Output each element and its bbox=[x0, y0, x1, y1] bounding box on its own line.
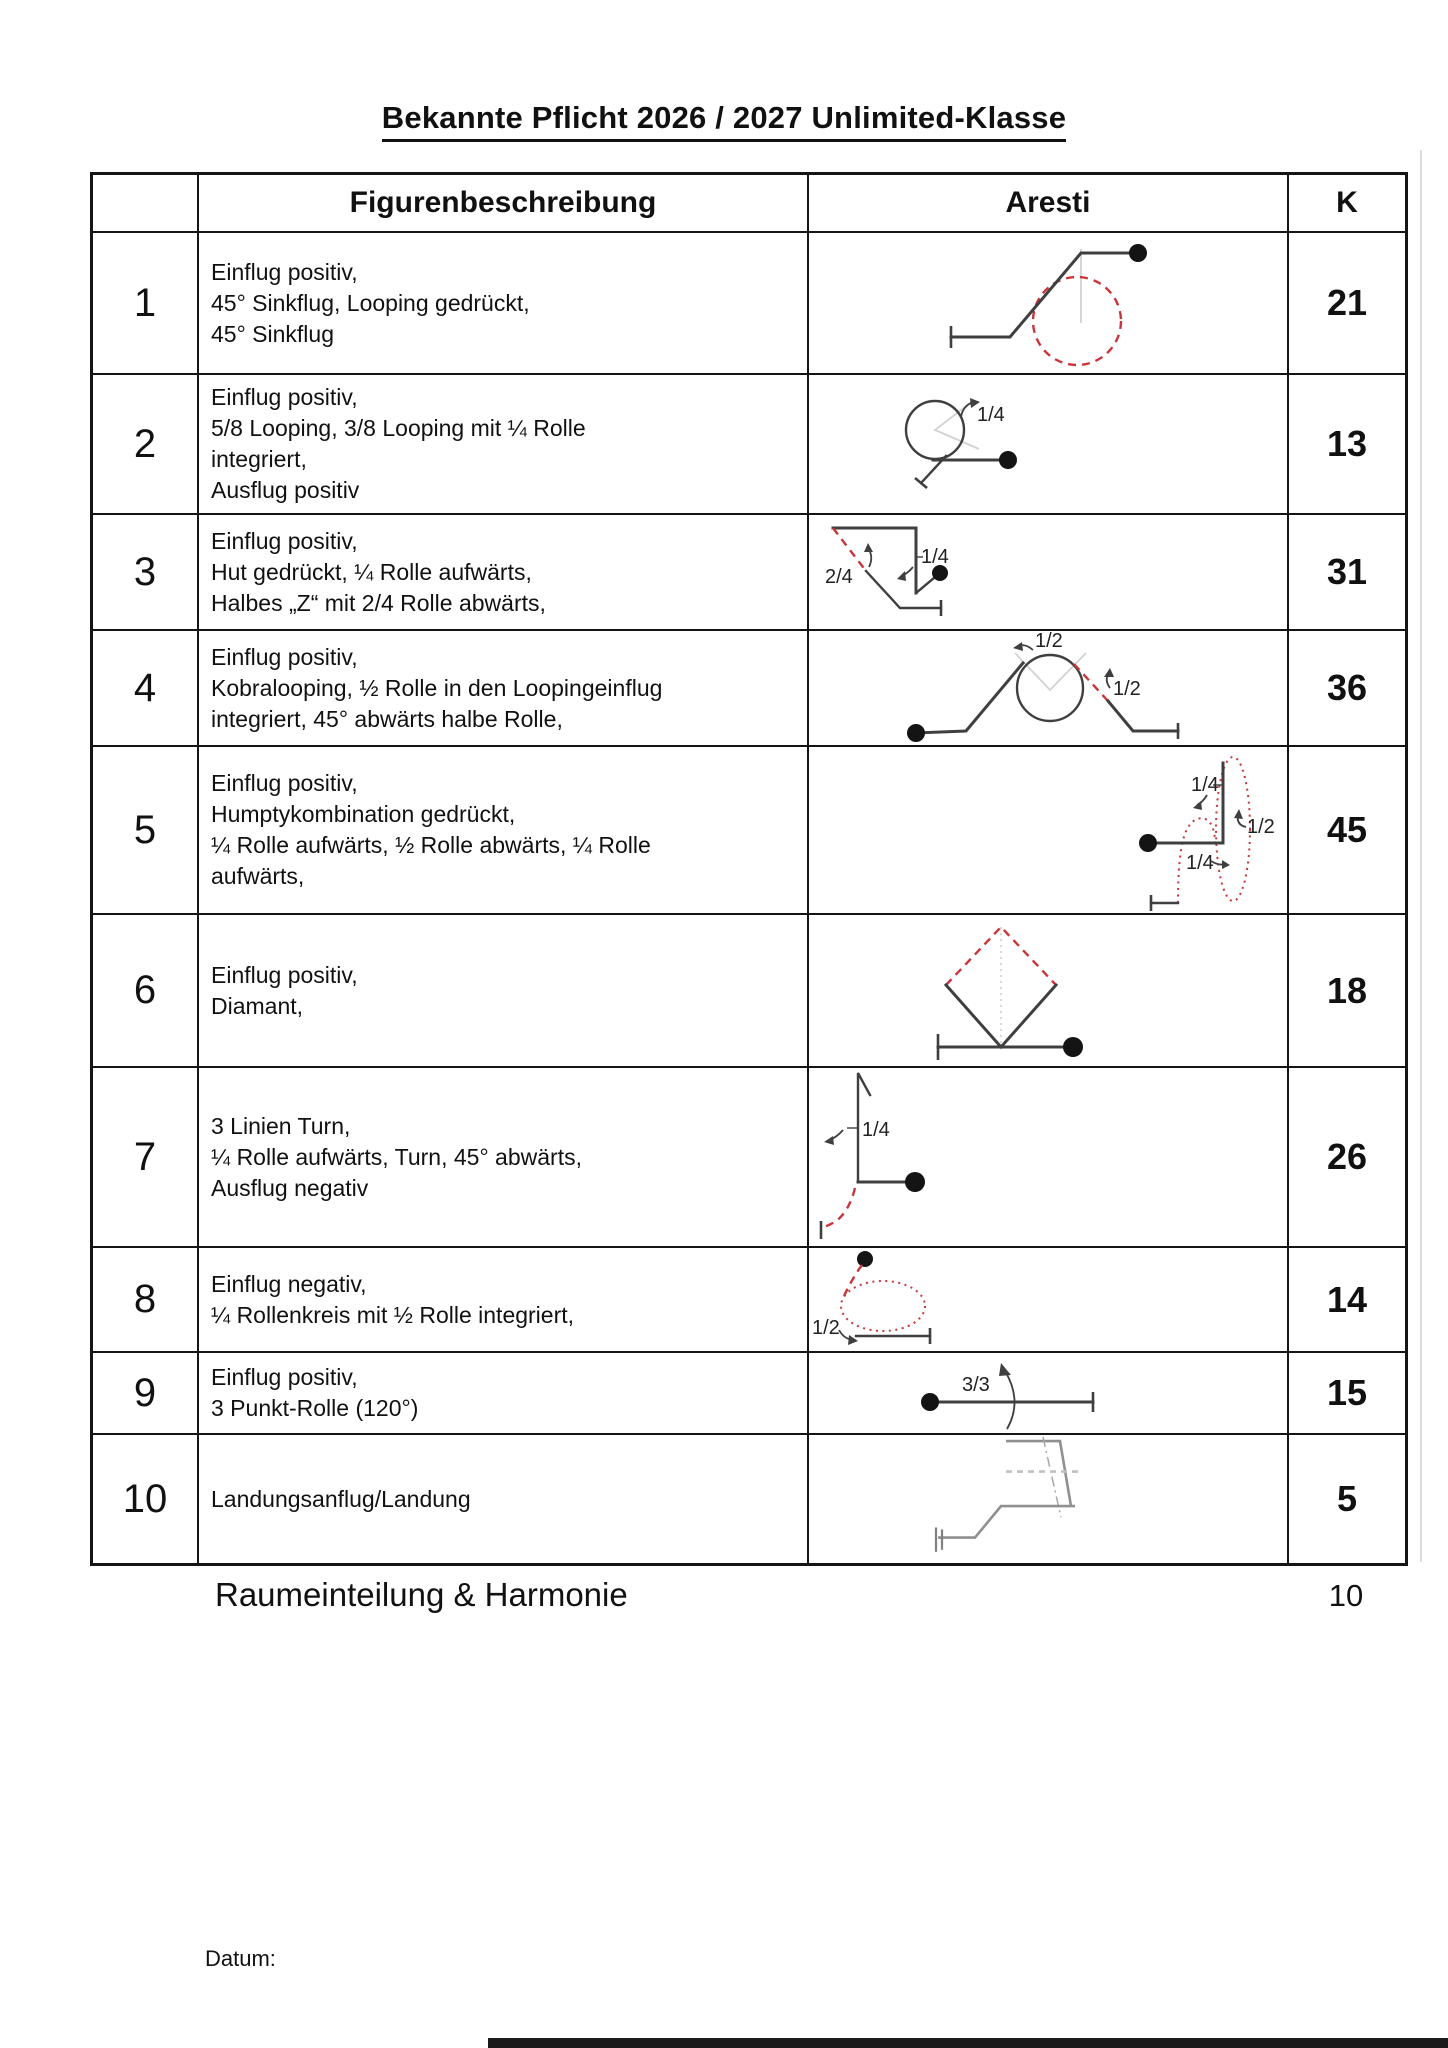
aresti-figure-10 bbox=[809, 1435, 1287, 1563]
row-number: 8 bbox=[93, 1248, 199, 1353]
aresti-figure-2 bbox=[809, 375, 1287, 513]
row-number: 1 bbox=[93, 233, 199, 375]
sequence-table bbox=[90, 172, 1408, 1566]
aresti-cell bbox=[809, 1248, 1289, 1353]
row-number: 2 bbox=[93, 375, 199, 515]
aresti-figure-7 bbox=[809, 1068, 1287, 1246]
aresti-cell bbox=[809, 515, 1289, 631]
page-title: Bekannte Pflicht 2026 / 2027 Unlimited-Klasse bbox=[382, 100, 1066, 142]
page-title-wrap bbox=[0, 100, 1448, 142]
aresti-figure-8 bbox=[809, 1248, 1287, 1351]
k-value: 14 bbox=[1289, 1248, 1405, 1353]
page-edge-line bbox=[1420, 150, 1422, 1562]
k-value: 36 bbox=[1289, 631, 1405, 747]
figure-label: 1/4 bbox=[862, 1119, 890, 1141]
aresti-cell bbox=[809, 631, 1289, 747]
row-number: 4 bbox=[93, 631, 199, 747]
k-value: 31 bbox=[1289, 515, 1405, 631]
footer-harmony-label: Raumeinteilung & Harmonie bbox=[215, 1576, 628, 1613]
header-cell-description bbox=[199, 175, 809, 233]
figure-label: 1/2 bbox=[1035, 631, 1063, 652]
figure-description: Einflug positiv, 3 Punkt-Rolle (120°) bbox=[199, 1353, 809, 1435]
aresti-figure-9 bbox=[809, 1353, 1287, 1433]
aresti-figure-6 bbox=[809, 915, 1287, 1066]
figure-description: Einflug positiv, Humptykombination gedrückt, ¼ Rolle aufwärts, ½ Rolle abwärts, ¼ Rolle aufwärts, bbox=[199, 747, 809, 915]
figure-label: 1/4 bbox=[1186, 852, 1214, 874]
figure-description: Einflug positiv, Hut gedrückt, ¼ Rolle aufwärts, Halbes „Z“ mit 2/4 Rolle abwärts, bbox=[199, 515, 809, 631]
figure-description: Einflug positiv, 45° Sinkflug, Looping gedrückt, 45° Sinkflug bbox=[199, 233, 809, 375]
figure-description: 3 Linien Turn, ¼ Rolle aufwärts, Turn, 45° abwärts, Ausflug negativ bbox=[199, 1068, 809, 1248]
k-value: 21 bbox=[1289, 233, 1405, 375]
footer-harmony-k-value: 10 bbox=[1328, 1578, 1364, 1613]
header-k-label: K bbox=[1336, 186, 1358, 219]
row-number: 5 bbox=[93, 747, 199, 915]
bottom-screen-bar bbox=[488, 2038, 1448, 2048]
figure-description: Landungsanflug/Landung bbox=[199, 1435, 809, 1563]
figure-description: Einflug positiv, 5/8 Looping, 3/8 Looping mit ¼ Rolle integriert, Ausflug positiv bbox=[199, 375, 809, 515]
k-value: 13 bbox=[1289, 375, 1405, 515]
aresti-cell bbox=[809, 915, 1289, 1068]
row-number: 6 bbox=[93, 915, 199, 1068]
figure-label: 1/4 bbox=[977, 404, 1005, 426]
k-value: 15 bbox=[1289, 1353, 1405, 1435]
row-number: 10 bbox=[93, 1435, 199, 1563]
figure-label: 1/4 bbox=[921, 546, 949, 568]
header-description-label: Figurenbeschreibung bbox=[349, 186, 657, 219]
figure-label: 1/2 bbox=[1247, 816, 1275, 838]
row-number: 7 bbox=[93, 1068, 199, 1248]
figure-label: 1/4 bbox=[1191, 774, 1219, 796]
header-cell-aresti bbox=[809, 175, 1289, 233]
aresti-figure-4 bbox=[809, 631, 1287, 745]
aresti-figure-5 bbox=[809, 747, 1287, 913]
row-number: 9 bbox=[93, 1353, 199, 1435]
figure-description: Einflug negativ, ¼ Rollenkreis mit ½ Rolle integriert, bbox=[199, 1248, 809, 1353]
aresti-cell bbox=[809, 233, 1289, 375]
header-cell-k bbox=[1289, 175, 1405, 233]
k-value: 45 bbox=[1289, 747, 1405, 915]
figure-label: 2/4 bbox=[825, 566, 853, 588]
aresti-figure-1 bbox=[809, 233, 1287, 373]
k-value: 5 bbox=[1336, 1478, 1358, 1519]
figure-label: 3/3 bbox=[962, 1374, 990, 1396]
aresti-cell bbox=[809, 375, 1289, 515]
datum-label: Datum: bbox=[205, 1946, 276, 1971]
figure-label: 1/2 bbox=[812, 1317, 840, 1339]
row-number: 3 bbox=[93, 515, 199, 631]
k-value: 26 bbox=[1289, 1068, 1405, 1248]
header-cell-number bbox=[93, 175, 199, 233]
figure-description: Einflug positiv, Diamant, bbox=[199, 915, 809, 1068]
aresti-cell bbox=[809, 1353, 1289, 1435]
header-aresti-label: Aresti bbox=[1005, 186, 1091, 219]
aresti-cell bbox=[809, 1435, 1289, 1563]
aresti-cell bbox=[809, 1068, 1289, 1248]
aresti-cell bbox=[809, 747, 1289, 915]
k-value: 18 bbox=[1289, 915, 1405, 1068]
figure-description: Einflug positiv, Kobralooping, ½ Rolle in den Loopingeinflug integriert, 45° abwärts halbe Rolle, bbox=[199, 631, 809, 747]
figure-label: 1/2 bbox=[1113, 678, 1141, 700]
aresti-figure-3 bbox=[809, 515, 1287, 629]
